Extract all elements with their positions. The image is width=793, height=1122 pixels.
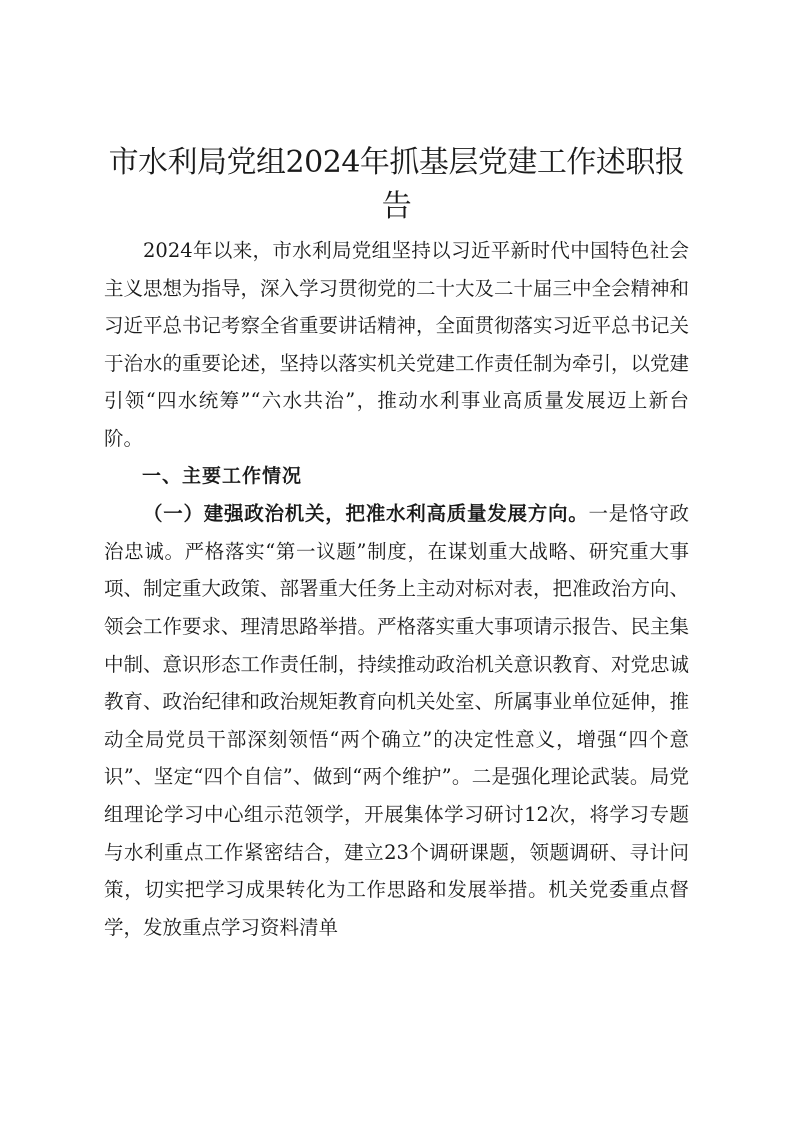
subsection-heading-political: （一）建强政治机关，把准水利高质量发展方向。 xyxy=(143,502,589,526)
document-body xyxy=(104,232,689,946)
subsection-text-political: 一是恪守政治忠诚。严格落实“第一议题”制度，在谋划重大战略、研究重大事项、制定重大政策、部署重大任务上主动对标对表，把准政治方向、领会工作要求、理清思路举措。严格落实重大事项请示报告、民主集中制、意识形态工作责任制，持续推动政治机关意识教育、对党忠诚教育、政治纪律和政治规矩教育向机关处室、所属事业单位延伸，推动全局党员干部深刻领悟“两个确立”的决定性意义，增强“四个意识”、坚定“四个自信”、做到“两个维护”。二是强化理论武装。局党组理论学习中心组示范领学，开展集体学习研讨12次，将学习专题与水利重点工作紧密结合，建立23个调研课题，领题调研、寻计问策，切实把学习成果转化为工作思路和发展举措。机关党委重点督学，发放重点学习资料清单 xyxy=(104,502,690,939)
section-heading-main-work: 一、主要工作情况 xyxy=(142,464,303,487)
document-title: 市水利局党组2024年抓基层党建工作述职报告 xyxy=(108,145,685,224)
subsection-paragraph-political xyxy=(104,495,689,946)
intro-paragraph: 2024年以来，市水利局党组坚持以习近平新时代中国特色社会主义思想为指导，深入学习贯彻党的二十大及二十届三中全会精神和习近平总书记考察全省重要讲话精神，全面贯彻落实习近平总书记关于治水的重要论述，坚持以落实机关党建工作责任制为牵引，以党建引领“四水统筹”“六水共治”，推动水利事业高质量发展迈上新台阶。 xyxy=(104,239,690,450)
